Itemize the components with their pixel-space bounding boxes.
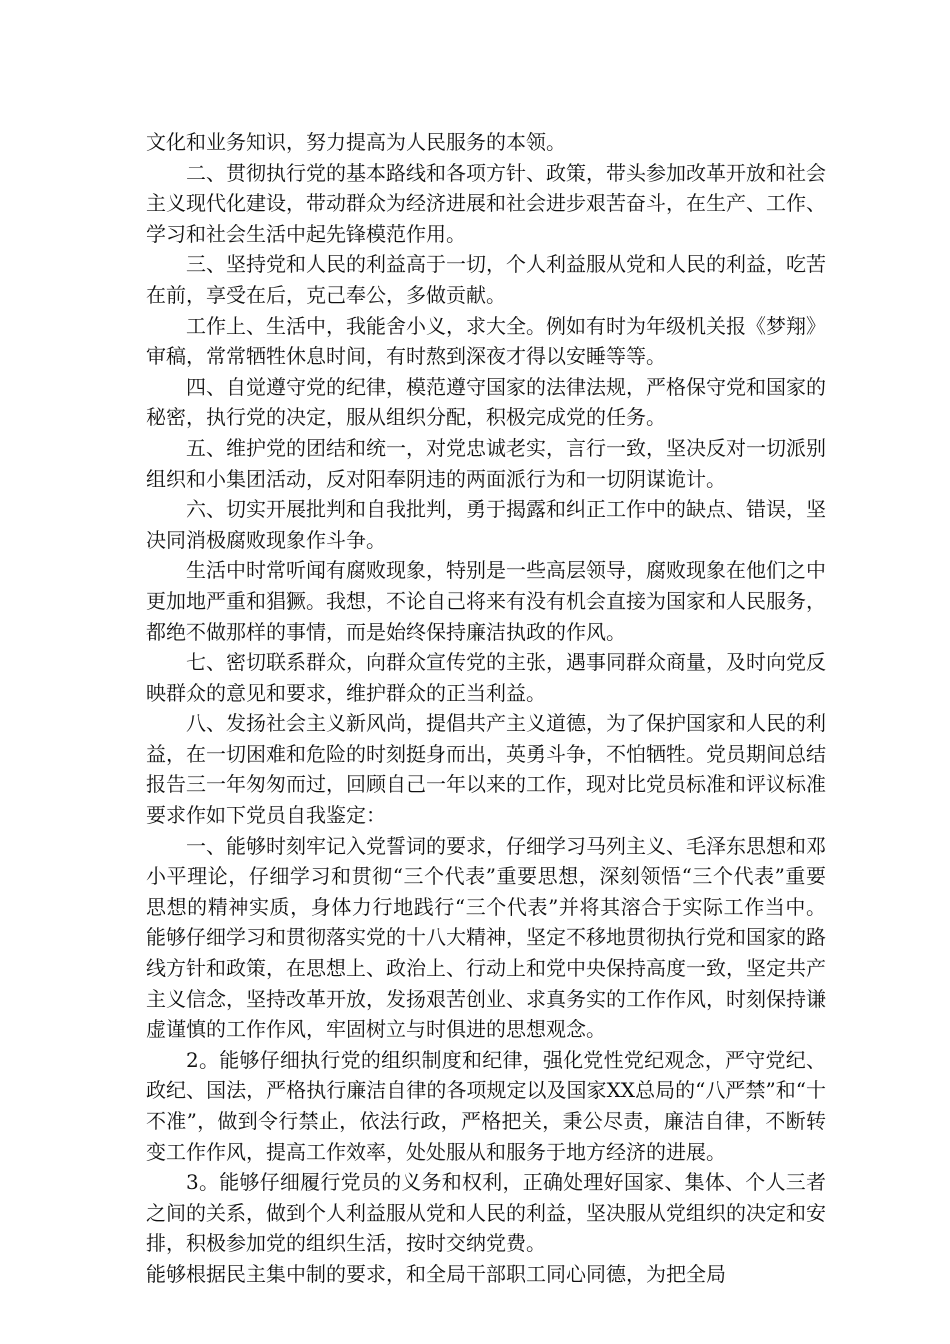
- paragraph-1: 文化和业务知识，努力提高为人民服务的本领。: [146, 130, 566, 154]
- paragraph-5: 四、自觉遵守党的纪律，模范遵守国家的法律法规，严格保守党和国家的秘密，执行党的决定，服从组织分配，积极完成党的任务。: [146, 374, 826, 430]
- paragraph-3: 三、坚持党和人民的利益高于一切，个人利益服从党和人民的利益，吃苦在前，享受在后，克己奉公，多做贡献。: [146, 252, 826, 307]
- paragraph-10: 八、发扬社会主义新风尚，提倡共产主义道德，为了保护国家和人民的利益，在一切困难和危险的时刻挺身而出，英勇斗争，不怕牺牲。党员期间总结报告三一年匆匆而过，回顾自己一年以来的工作，现对比党员标准和评议标准要求作如下党员自我鉴定：: [146, 711, 826, 828]
- paragraph-11: 一、能够时刻牢记入党誓词的要求，仔细学习马列主义、毛泽东思想和邓小平理论，仔细学习和贯彻“三个代表”重要思想，深刻领悟“三个代表”重要思想的精神实质，身体力行地践行“三个代表”并将其溶合于实际工作当中。能够仔细学习和贯彻落实党的十八大精神，坚定不移地贯彻执行党和国家的路线方针和政策，在思想上、政治上、行动上和党中央保持高度一致，坚定共产主义信念，坚持改革开放，发扬艰苦创业、求真务实的工作作风，时刻保持谦虚谨慎的工作作风，牢固树立与时俱进的思想观念。: [146, 833, 826, 1042]
- paragraph-12: 2。能够仔细执行党的组织制度和纪律，强化党性党纪观念，严守党纪、政纪、国法，严格执行廉洁自律的各项规定以及国家XX总局的“八严禁”和“十不准”，做到令行禁止，依法行政，严格把关，秉公尽责，廉洁自律，不断转变工作作风，提高工作效率，处处服从和服务于地方经济的进展。: [146, 1047, 826, 1164]
- document-body: [146, 127, 826, 1290]
- paragraph-7: 六、切实开展批判和自我批判，勇于揭露和纠正工作中的缺点、错误，坚决同消极腐败现象作斗争。: [146, 497, 826, 552]
- paragraph-4: 工作上、生活中，我能舍小义，求大全。例如有时为年级机关报《梦翔》审稿，常常牺牲休息时间，有时熬到深夜才得以安睡等等。: [146, 313, 826, 369]
- paragraph-9: 七、密切联系群众，向群众宣传党的主张，遇事同群众商量，及时向党反映群众的意见和要求，维护群众的正当利益。: [146, 650, 826, 705]
- paragraph-13: 3。能够仔细履行党员的义务和权利，正确处理好国家、集体、个人三者之间的关系，做到个人利益服从党和人民的利益，坚决服从党组织的决定和安排，积极参加党的组织生活，按时交纳党费。: [146, 1170, 826, 1256]
- paragraph-6: 五、维护党的团结和统一，对党忠诚老实，言行一致，坚决反对一切派别组织和小集团活动，反对阳奉阴违的两面派行为和一切阴谋诡计。: [146, 435, 826, 491]
- paragraph-2: 二、贯彻执行党的基本路线和各项方针、政策，带头参加改革开放和社会主义现代化建设，带动群众为经济进展和社会进步艰苦奋斗，在生产、工作、学习和社会生活中起先锋模范作用。: [146, 160, 826, 246]
- paragraph-14: 能够根据民主集中制的要求，和全局干部职工同心同德，为把全局: [146, 1261, 726, 1286]
- paragraph-8: 生活中时常听闻有腐败现象，特别是一些高层领导，腐败现象在他们之中更加地严重和猖獗。我想，不论自己将来有没有机会直接为国家和人民服务，都绝不做那样的事情，而是始终保持廉洁执政的作风。: [146, 558, 826, 644]
